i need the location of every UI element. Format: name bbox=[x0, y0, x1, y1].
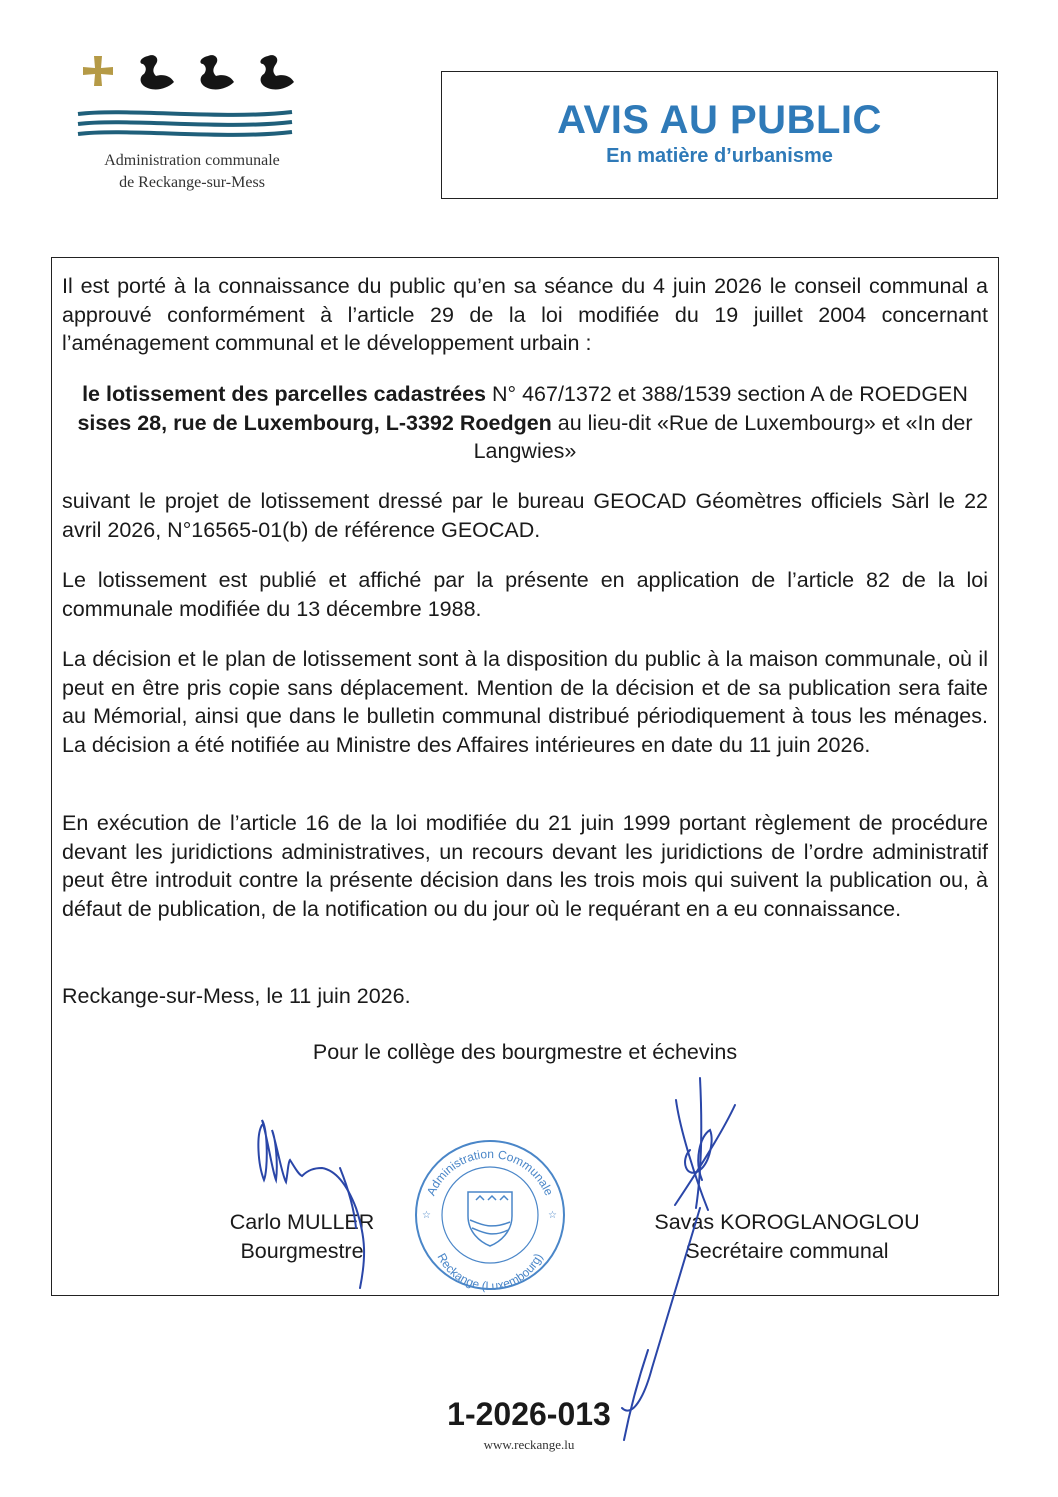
paragraph-projet: suivant le projet de lotissement dressé par le bureau GEOCAD Géomètres officiels Sàrl le 22 avril 2026, N°16565-01(b) de référence GEOCAD. bbox=[62, 489, 988, 542]
signatory-right bbox=[607, 1208, 967, 1266]
signatory-left-title: Bourgmestre bbox=[240, 1239, 364, 1263]
reference-number: 1-2026-013 bbox=[447, 1396, 611, 1432]
stamp-top-text: Administration Communale bbox=[423, 1146, 557, 1198]
coat-of-arms-icon bbox=[76, 50, 302, 140]
signatory-left-name: Carlo MULLER bbox=[229, 1210, 375, 1234]
svg-text:☆: ☆ bbox=[422, 1210, 431, 1221]
page-title: AVIS AU PUBLIC bbox=[557, 98, 882, 142]
signatory-right-title: Secrétaire communal bbox=[685, 1239, 889, 1263]
college-line: Pour le collège des bourgmestre et échevins bbox=[312, 1040, 738, 1064]
commune-logo bbox=[72, 50, 312, 210]
svg-text:☆: ☆ bbox=[548, 1210, 557, 1221]
place-date: Reckange-sur-Mess, le 11 juin 2026. bbox=[62, 984, 411, 1008]
paragraph-recours: En exécution de l’article 16 de la loi modifiée du 21 juin 1999 portant règlement de procédure devant les juridictions administratives, un recours devant les juridictions de l’ordre administratif peut être introduit contre la présente décision dans les trois mois qui suivent la publication ou, à défaut de publication, de la notification ou du jour où le requérant en a eu connaissance. bbox=[62, 811, 988, 921]
lotissement-parcels: N° 467/1372 et 388/1539 section A de ROEDGEN bbox=[486, 382, 968, 406]
title-box bbox=[441, 71, 998, 199]
lotissement-bold-1: le lotissement des parcelles cadastrées bbox=[82, 382, 487, 406]
signatory-right-name: Savas KOROGLANOGLOU bbox=[654, 1210, 920, 1234]
logo-text-line1: Administration communale bbox=[104, 152, 280, 169]
notice-box bbox=[51, 257, 999, 1296]
lotissement-bold-2: sises 28, rue de Luxembourg, L-3392 Roedgen bbox=[77, 410, 552, 435]
logo-text-line2: de Reckange-sur-Mess bbox=[119, 174, 265, 191]
signatory-left bbox=[202, 1208, 402, 1266]
paragraph-lotissement bbox=[62, 380, 988, 466]
paragraph-intro: Il est porté à la connaissance du public qu’en sa séance du 4 juin 2026 le conseil communal a approuvé conformément à l’article 29 de la loi modifiée du 19 juillet 2004 concernant l’aménagement communal et le développement urbain : bbox=[62, 274, 988, 356]
paragraph-publication: Le lotissement est publié et affiché par la présente en application de l’article 82 de la loi communale modifiée du 13 décembre 1988. bbox=[62, 568, 988, 621]
stamp-bottom-text: Reckange (Luxembourg) bbox=[434, 1250, 546, 1294]
page-subtitle: En matière d’urbanisme bbox=[606, 145, 833, 167]
lotissement-lieu-dit: au lieu-dit «Rue de Luxembourg» et «In der Langwies» bbox=[473, 410, 973, 464]
website-url: www.reckange.lu bbox=[483, 1437, 575, 1452]
paragraph-disposition: La décision et le plan de lotissement sont à la disposition du public à la maison communale, où il peut en être pris copie sans déplacement. Mention de la décision et de sa publication sera faite au Mémorial, ainsi que dans le bulletin communal distribué périodiquement à tous les ménages. La décision a été notifiée au Ministre des Affaires intérieures en date du 11 juin 2026. bbox=[62, 647, 988, 757]
